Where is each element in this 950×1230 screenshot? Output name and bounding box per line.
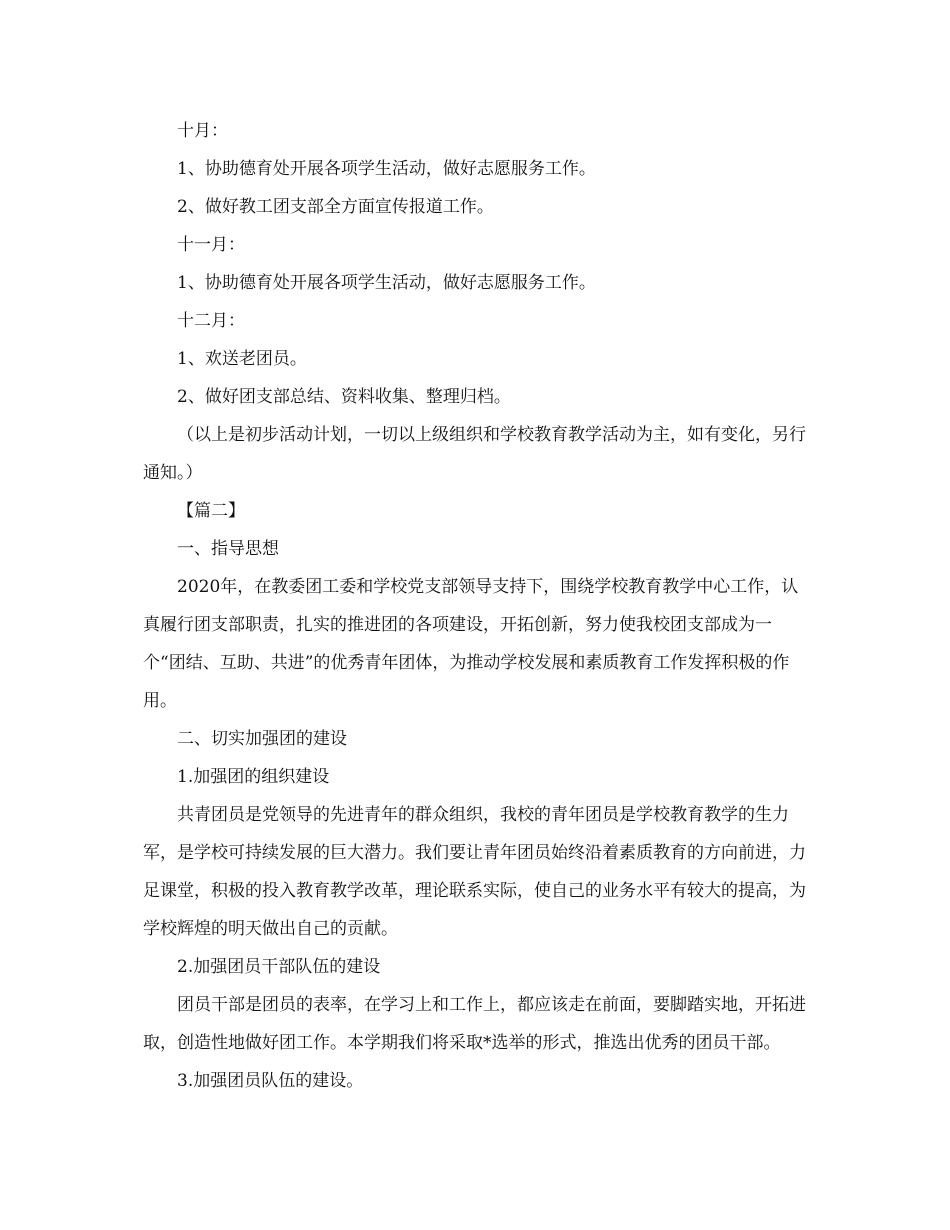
heading-strengthen-league: 二、切实加强团的建设 — [177, 729, 347, 749]
heading-october: 十月： — [177, 121, 228, 141]
section-heading-part-two: 【篇二】 — [177, 501, 245, 521]
guiding-ideology-text: 2020年，在教委团工委和学校党支部领导支持下，围绕学校教育教学中心工作，认真履行团支部职责，扎实的推进团的各项建设，开拓创新，努力使我校团支部成为一个“团结、互助、共进”的优秀青年团体，为推动学校发展和素质教育工作发挥积极的作用。 — [143, 577, 799, 711]
cadre-text: 团员干部是团员的表率，在学习上和工作上，都应该走在前面，要脚踏实地，开拓进取，创造性地做好团工作。本学期我们将采取*选举的形式，推选出优秀的团员干部。 — [143, 995, 806, 1053]
december-item-2: 2、做好团支部总结、资料收集、整理归档。 — [177, 387, 511, 407]
organization-text: 共青团员是党领导的先进青年的群众组织，我校的青年团员是学校教育教学的生力军，是学校可持续发展的巨大潜力。我们要让青年团员始终沿着素质教育的方向前进，力足课堂，积极的投入教育教学改革，理论联系实际，使自己的业务水平有较大的提高，为学校辉煌的明天做出自己的贡献。 — [143, 805, 806, 939]
november-item-1: 1、协助德育处开展各项学生活动，做好志愿服务工作。 — [177, 273, 596, 293]
october-item-1: 1、协助德育处开展各项学生活动，做好志愿服务工作。 — [177, 159, 596, 179]
subheading-cadre: 2.加强团员干部队伍的建设 — [177, 957, 381, 977]
subheading-organization: 1.加强团的组织建设 — [177, 767, 330, 787]
october-item-2: 2、做好教工团支部全方面宣传报道工作。 — [177, 197, 494, 217]
heading-november: 十一月： — [177, 235, 245, 255]
document-body — [143, 112, 807, 1100]
plan-note: （以上是初步活动计划，一切以上级组织和学校教育教学活动为主，如有变化，另行通知。） — [143, 425, 806, 483]
heading-december: 十二月： — [177, 311, 245, 331]
december-item-1: 1、欢送老团员。 — [177, 349, 307, 369]
subheading-members: 3.加强团员队伍的建设。 — [177, 1071, 364, 1091]
heading-guiding-ideology: 一、指导思想 — [177, 539, 279, 559]
